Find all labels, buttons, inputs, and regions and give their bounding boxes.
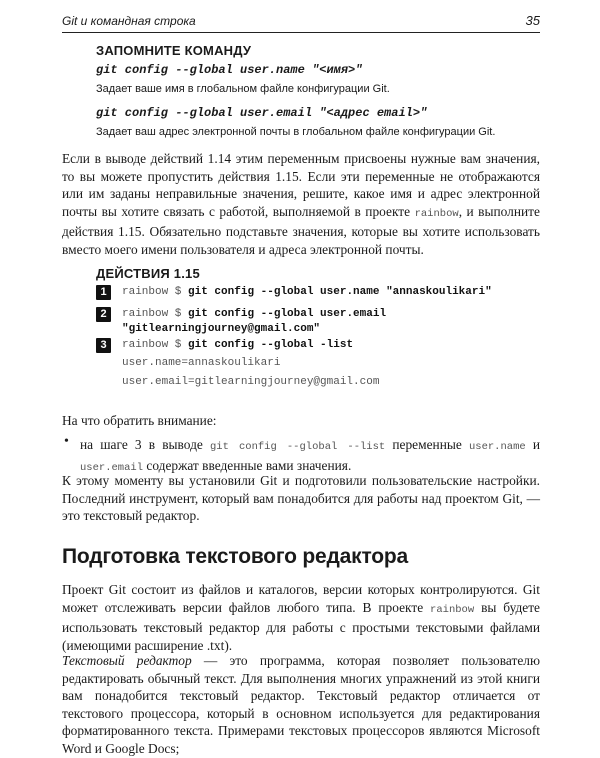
step-1-line — [122, 286, 492, 298]
notice-lead: На что обратить внимание: — [62, 413, 217, 428]
remember-description-2: Задает ваш адрес электронной почты в глобальном файле конфигурации Git. — [96, 126, 496, 138]
step-number-1: 1 — [96, 285, 111, 300]
paragraph-2: К этому моменту вы установили Git и подготовили пользовательские настройки. Последний инструмент, который вам понадобится для работы над проектом Git, — это текстовый редактор. — [62, 473, 540, 524]
paragraph-1-after-code: , и выполните действия 1.15. Обязательно подставьте значения, которые вы хотите использовать вместо моего имени пользователя и адреса электронной почты. — [62, 203, 540, 257]
section-paragraph-2-rest: — это программа, которая позволяет пользователю редактировать обычный текст. Для выполнения многих упражнений из этой книги вам понадобится текстовый редактор. Текстовый редактор отличается от текстового процессора, который в основном используется для редактирования форматированного текста. Примерами текстовых процессоров являются Microsoft Word и Google Docs; — [62, 653, 540, 756]
remember-description-1: Задает ваше имя в глобальном файле конфигурации Git. — [96, 83, 390, 95]
section-paragraph-2 — [62, 652, 540, 758]
notice-bullet-code-1: git config --global --list — [209, 441, 386, 453]
notice-bullet-code-3: user.email — [80, 461, 144, 474]
step-2-command: git config --global user.email — [188, 308, 387, 320]
paragraph-1-before-code: Если в выводе действий 1.14 этим переменным присвоены нужные вам значения, то вы можете пропустить действия 1.15. Если эти переменные не отображаются или им заданы неправильные значения, решите, какое имя и адрес электронной почты вы хотите связать с работой, выполняемой в проекте — [62, 151, 540, 219]
step-number-3: 3 — [96, 338, 111, 353]
remember-box-heading: ЗАПОМНИТЕ КОМАНДУ — [96, 43, 252, 58]
remember-command-2: git config --global user.email "<адрес email>" — [96, 106, 428, 120]
paragraph-1-inline-code: rainbow — [414, 207, 459, 220]
notice-bullet-prefix: на шаге 3 в выводе — [80, 437, 203, 452]
section-heading: Подготовка текстового редактора — [62, 545, 408, 568]
step-2-command-continued: "gitlearningjourney@gmail.com" — [122, 323, 321, 335]
step-3-prompt: rainbow $ — [122, 339, 182, 351]
page-number: 35 — [525, 13, 540, 28]
remember-command-1: git config --global user.name "<имя>" — [96, 63, 363, 77]
section-paragraph-1-inline-code: rainbow — [430, 603, 475, 616]
section-paragraph-1-after-code: вы будете использовать текстовый редактор для работы с простыми текстовыми файлами (имеющими расширение .txt). — [62, 599, 540, 653]
step-3-command: git config --global -list — [188, 339, 354, 351]
notice-bullet-code-2: user.name — [468, 441, 526, 453]
section-paragraph-1 — [62, 581, 540, 654]
step-number-2: 2 — [96, 307, 111, 322]
section-paragraph-1-before-code: Проект Git состоит из файлов и каталогов, версии которых контролируются. Git может отслеживать версии файлов любого типа. В проекте — [62, 582, 540, 615]
step-1-command: git config --global user.name "annaskoulikari" — [188, 286, 492, 298]
actions-heading: ДЕЙСТВИЯ 1.15 — [96, 266, 200, 281]
notice-bullet — [80, 436, 540, 477]
running-head-title: Git и командная строка — [62, 14, 196, 28]
bullet-dot: • — [64, 434, 69, 449]
running-head — [62, 12, 540, 33]
step-3-line — [122, 339, 353, 351]
step-2-prompt: rainbow $ — [122, 308, 182, 320]
section-paragraph-2-term: Текстовый редактор — [62, 653, 192, 668]
step-1-prompt: rainbow $ — [122, 286, 182, 298]
notice-bullet-and: и — [532, 437, 541, 452]
step-3-output-line-2: user.email=gitlearningjourney@gmail.com — [122, 376, 380, 388]
step-2-line — [122, 308, 386, 320]
notice-bullet-suffix: содержат введенные вами значения. — [146, 457, 352, 473]
paragraph-1 — [62, 150, 540, 259]
notice-bullet-mid: переменные — [392, 437, 462, 452]
step-3-output-line-1: user.name=annaskoulikari — [122, 357, 281, 369]
